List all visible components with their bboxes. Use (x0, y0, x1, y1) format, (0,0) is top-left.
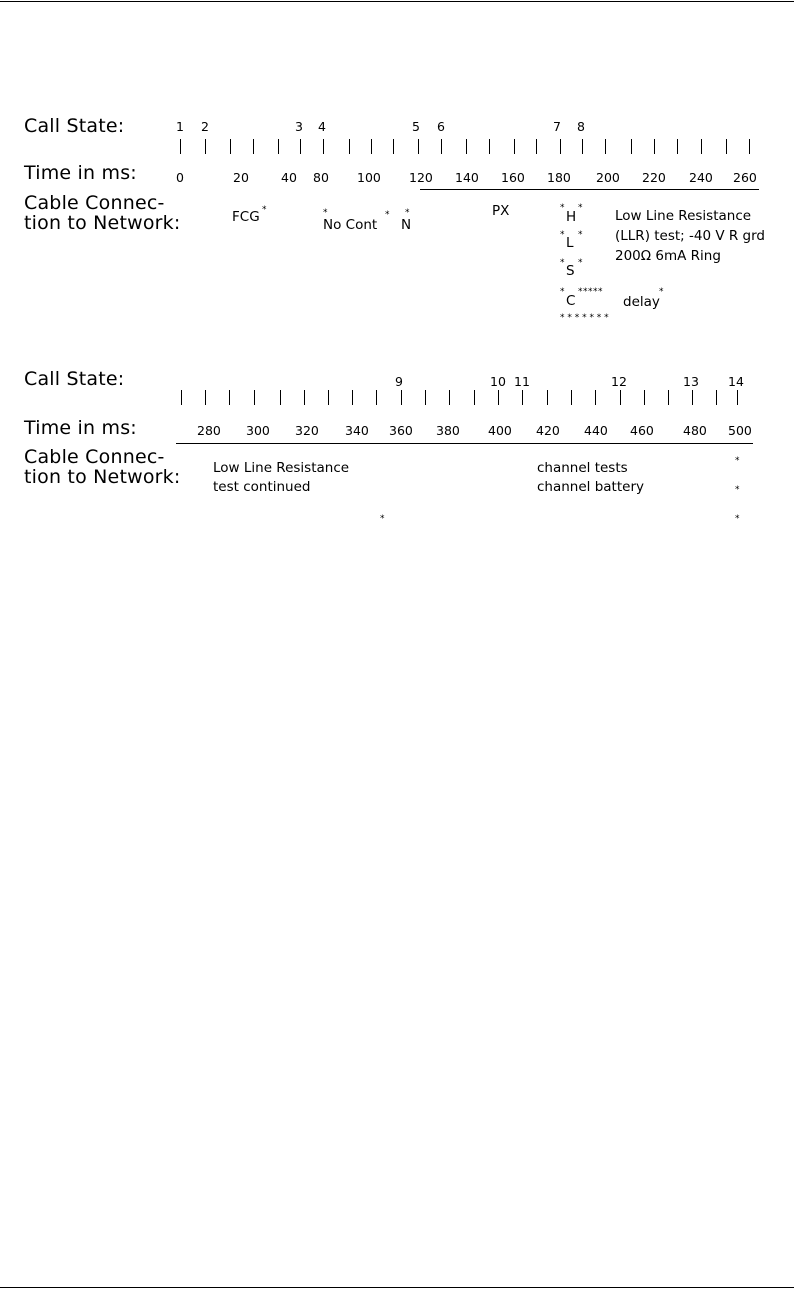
tick-mark (229, 390, 230, 405)
tick-mark (425, 390, 426, 405)
time-360: 360 (389, 423, 413, 438)
event-no-cont: No Cont (323, 217, 378, 233)
asterisk: * (578, 230, 583, 240)
tick-mark (376, 390, 377, 405)
time-380: 380 (436, 423, 460, 438)
tick-mark (254, 390, 255, 405)
asterisk-five: ***** (578, 287, 603, 297)
tick-mark (352, 390, 353, 405)
asterisk: * (735, 514, 740, 524)
time-300: 300 (246, 423, 270, 438)
tick-mark (300, 139, 301, 154)
tick-mark (605, 139, 606, 154)
tick-mark (441, 139, 442, 154)
time-100: 100 (357, 170, 381, 185)
call-state-label: Call State: (24, 368, 125, 390)
time-80: 80 (313, 170, 329, 185)
time-200: 200 (596, 170, 620, 185)
cable-label-line1: Cable Connec- (24, 446, 165, 468)
time-400: 400 (488, 423, 512, 438)
llr-continued-line1: Low Line Resistance (213, 460, 350, 476)
tick-mark (536, 139, 537, 154)
call-state-7: 7 (553, 119, 561, 134)
tick-mark (726, 139, 727, 154)
call-state-12: 12 (611, 374, 627, 389)
tick-mark (401, 390, 402, 405)
tick-mark (654, 139, 655, 154)
call-state-3: 3 (295, 119, 303, 134)
call-state-6: 6 (437, 119, 445, 134)
call-state-11: 11 (514, 374, 530, 389)
time-480: 480 (683, 423, 707, 438)
tick-mark (280, 390, 281, 405)
call-state-14: 14 (728, 374, 744, 389)
event-n: N (401, 217, 412, 233)
call-state-8: 8 (577, 119, 585, 134)
time-260: 260 (733, 170, 757, 185)
tick-mark (737, 390, 738, 405)
asterisk: * (735, 456, 740, 466)
event-h: H (566, 209, 577, 225)
event-fcg: FCG (232, 209, 260, 225)
llr-note-line2: (LLR) test; -40 V R grd (615, 228, 766, 244)
event-px: PX (492, 203, 510, 219)
time-40: 40 (281, 170, 297, 185)
top-rule (0, 1, 794, 2)
llr-note-line1: Low Line Resistance (615, 208, 752, 224)
time-label: Time in ms: (24, 162, 137, 184)
channel-tests: channel tests (537, 460, 628, 476)
call-state-2: 2 (201, 119, 209, 134)
bottom-rule (0, 1287, 794, 1288)
tick-mark (449, 390, 450, 405)
tick-mark (489, 139, 490, 154)
time-340: 340 (345, 423, 369, 438)
asterisk-row: * * * * * * * (560, 313, 609, 323)
tick-mark (582, 139, 583, 154)
tick-mark (677, 139, 678, 154)
channel-battery: channel battery (537, 479, 644, 495)
time-axis-line-2 (176, 443, 753, 444)
tick-mark (371, 139, 372, 154)
tick-mark (716, 390, 717, 405)
time-140: 140 (455, 170, 479, 185)
tick-mark (304, 390, 305, 405)
time-240: 240 (689, 170, 713, 185)
tick-mark (620, 390, 621, 405)
asterisk: * (578, 203, 583, 213)
asterisk: * (385, 210, 390, 220)
tick-mark (418, 139, 419, 154)
time-280: 280 (197, 423, 221, 438)
tick-mark (349, 139, 350, 154)
time-440: 440 (584, 423, 608, 438)
time-0: 0 (176, 170, 184, 185)
tick-mark (701, 139, 702, 154)
tick-mark (253, 139, 254, 154)
call-state-10: 10 (490, 374, 506, 389)
call-state-13: 13 (683, 374, 699, 389)
asterisk: * (560, 287, 565, 297)
time-320: 320 (295, 423, 319, 438)
time-160: 160 (501, 170, 525, 185)
tick-mark (631, 139, 632, 154)
tick-mark (205, 390, 206, 405)
tick-mark (571, 390, 572, 405)
tick-mark (466, 139, 467, 154)
asterisk: * (560, 230, 565, 240)
asterisk: * (405, 208, 410, 218)
tick-mark (522, 390, 523, 405)
tick-mark (393, 139, 394, 154)
call-state-4: 4 (318, 119, 326, 134)
asterisk: * (578, 258, 583, 268)
asterisk: * (735, 485, 740, 495)
asterisk: * (659, 287, 664, 297)
call-state-label: Call State: (24, 115, 125, 137)
tick-mark (560, 139, 561, 154)
tick-mark (749, 139, 750, 154)
time-180: 180 (547, 170, 571, 185)
llr-note-line3: 200Ω 6mA Ring (615, 248, 721, 264)
tick-mark (474, 390, 475, 405)
event-delay: delay (623, 294, 660, 310)
tick-mark (278, 139, 279, 154)
asterisk: * (380, 514, 385, 524)
time-20: 20 (233, 170, 249, 185)
cable-label-line2: tion to Network: (24, 466, 181, 488)
tick-mark (498, 390, 499, 405)
asterisk: * (560, 258, 565, 268)
tick-mark (180, 139, 181, 154)
tick-mark (230, 139, 231, 154)
time-500: 500 (728, 423, 752, 438)
call-state-1: 1 (176, 119, 184, 134)
asterisk: * (560, 203, 565, 213)
tick-mark (692, 390, 693, 405)
cable-label-line1: Cable Connec- (24, 192, 165, 214)
tick-mark (181, 390, 182, 405)
time-220: 220 (642, 170, 666, 185)
event-l: L (566, 235, 574, 251)
tick-mark (595, 390, 596, 405)
time-460: 460 (630, 423, 654, 438)
event-c: C (566, 293, 576, 309)
time-420: 420 (536, 423, 560, 438)
tick-mark (205, 139, 206, 154)
llr-continued-line2: test continued (213, 479, 311, 495)
time-120: 120 (409, 170, 433, 185)
call-state-9: 9 (395, 374, 403, 389)
time-axis-line-1 (420, 189, 759, 190)
tick-mark (323, 139, 324, 154)
tick-mark (328, 390, 329, 405)
tick-mark (514, 139, 515, 154)
tick-mark (668, 390, 669, 405)
call-state-5: 5 (412, 119, 420, 134)
event-s: S (566, 263, 575, 279)
time-label: Time in ms: (24, 417, 137, 439)
tick-mark (547, 390, 548, 405)
cable-label-line2: tion to Network: (24, 212, 181, 234)
tick-mark (644, 390, 645, 405)
asterisk: * (323, 208, 328, 218)
asterisk: * (262, 205, 267, 215)
